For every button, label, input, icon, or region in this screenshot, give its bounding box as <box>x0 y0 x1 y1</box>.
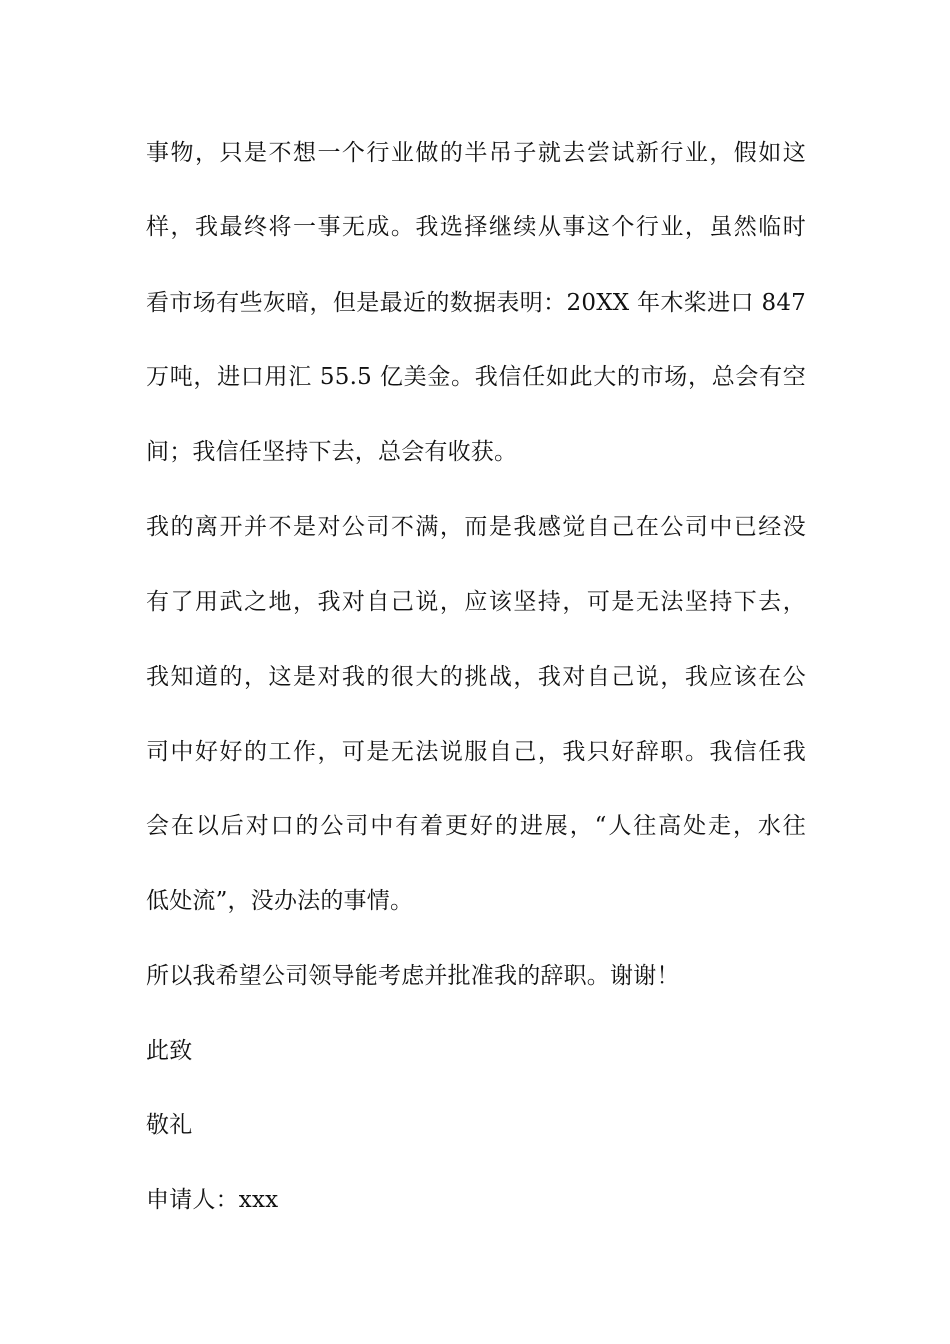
text-line: 低处流”，没办法的事情。 <box>146 888 414 914</box>
text-line: 样，我最终将一事无成。我选择继续从事这个行业，虽然临时 <box>146 214 806 240</box>
text-line: 间；我信任坚持下去，总会有收获。 <box>146 439 518 465</box>
applicant-signature: 申请人：xxx <box>146 1187 279 1213</box>
text-line: 我的离开并不是对公司不满，而是我感觉自己在公司中已经没 <box>146 514 806 540</box>
text-line: 看市场有些灰暗，但是最近的数据表明：20XX 年木桨进口 847 <box>146 290 806 316</box>
text-line: 所以我希望公司领导能考虑并批准我的辞职。谢谢！ <box>146 963 680 989</box>
text-line: 万吨，进口用汇 55.5 亿美金。我信任如此大的市场，总会有空 <box>146 364 806 390</box>
closing-respect: 敬礼 <box>146 1112 193 1138</box>
text-line: 会在以后对口的公司中有着更好的进展，“人往高处走，水往 <box>146 813 806 839</box>
text-line: 有了用武之地，我对自己说，应该坚持，可是无法坚持下去， <box>146 589 806 615</box>
text-line: 司中好好的工作，可是无法说服自己，我只好辞职。我信任我 <box>146 739 806 765</box>
closing-salutation: 此致 <box>146 1038 193 1064</box>
text-line: 事物，只是不想一个行业做的半吊子就去尝试新行业，假如这 <box>146 140 806 166</box>
text-line: 我知道的，这是对我的很大的挑战，我对自己说，我应该在公 <box>146 664 806 690</box>
